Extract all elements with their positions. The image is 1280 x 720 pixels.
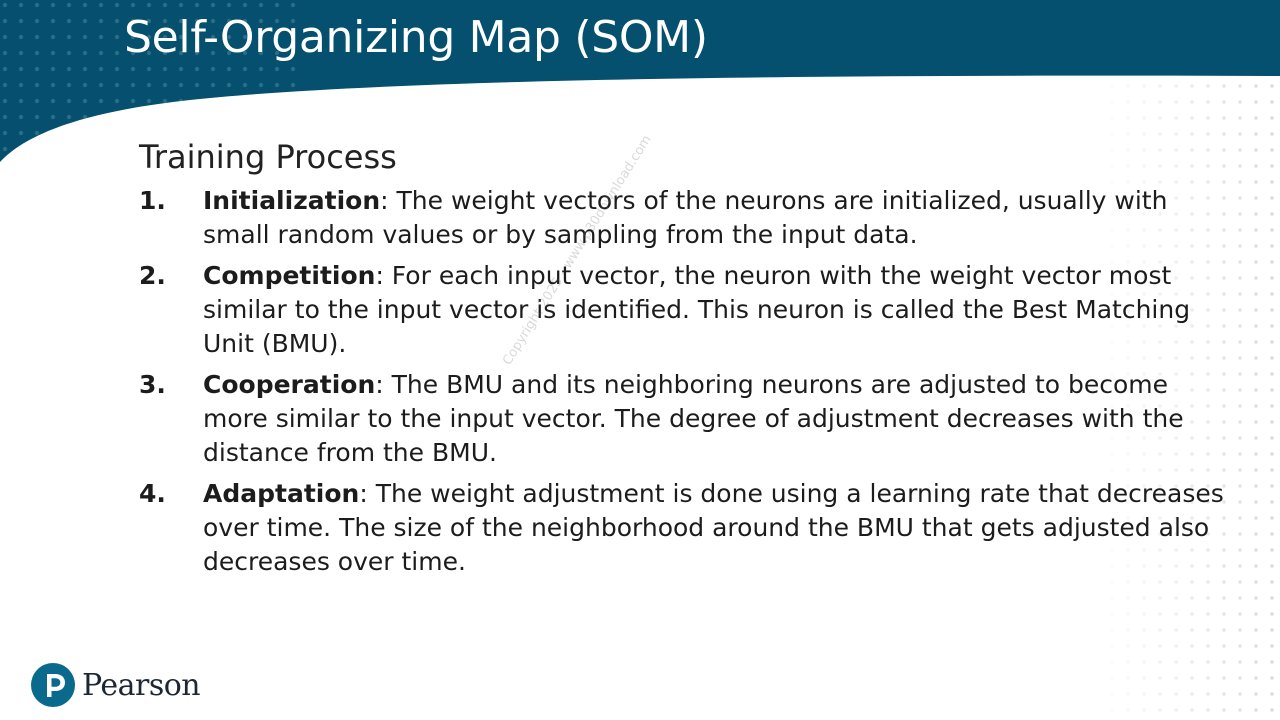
step-description: : For each input vector, the neuron with the weight vector most similar to the input vector is identified. This neuron is called the Best Matching Unit (BMU).	[203, 261, 1191, 358]
step-term: Initialization	[203, 186, 381, 215]
step-term: Competition	[203, 261, 376, 290]
step-description: : The weight adjustment is done using a learning rate that decreases over time. The size of the neighborhood around the BMU that gets adjusted also decreases over time.	[203, 479, 1224, 576]
pearson-p-icon	[30, 662, 76, 708]
step-number: 2.	[139, 261, 166, 290]
step-term: Cooperation	[203, 370, 376, 399]
step-number: 1.	[139, 186, 166, 215]
pearson-logo	[30, 658, 200, 712]
step-description: : The weight vectors of the neurons are initialized, usually with small random values or by sampling from the input data.	[203, 186, 1168, 249]
training-steps-list	[139, 184, 1224, 586]
watermark: Copyright 2025 - www.p30download.com	[500, 132, 655, 368]
step-term: Adaptation	[203, 479, 360, 508]
step-number: 4.	[139, 479, 166, 508]
pearson-wordmark: Pearson	[82, 667, 201, 703]
slide-title: Self-Organizing Map (SOM)	[124, 12, 708, 63]
section-heading: Training Process	[139, 138, 397, 176]
step-description: : The BMU and its neighboring neurons are adjusted to become more similar to the input vector. The degree of adjustment decreases with the distance from the BMU.	[203, 370, 1184, 467]
step-competition	[139, 259, 1224, 361]
step-initialization	[139, 184, 1224, 252]
step-number: 3.	[139, 370, 166, 399]
step-cooperation	[139, 368, 1224, 470]
step-adaptation	[139, 477, 1224, 579]
